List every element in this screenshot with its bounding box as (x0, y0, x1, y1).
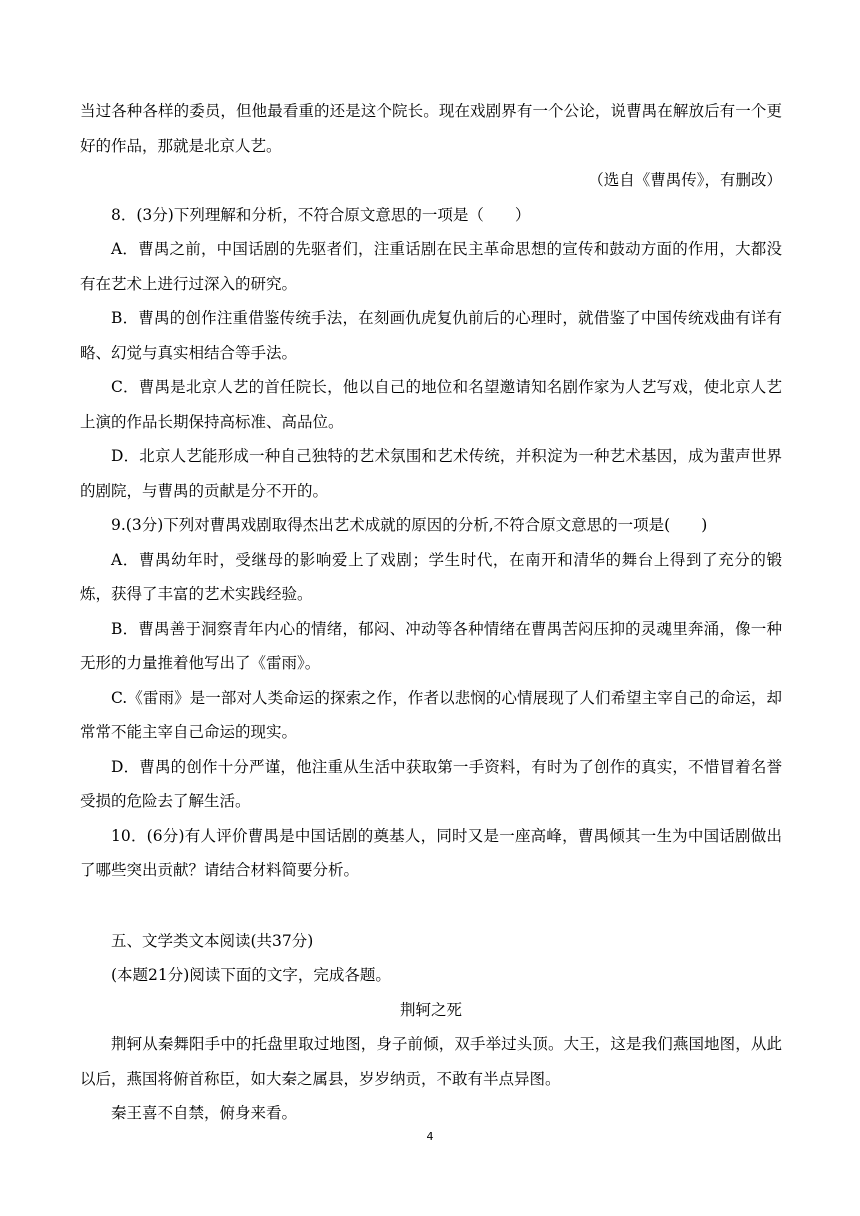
question-8-stem: 8．(3分)下列理解和分析，不符合原文意思的一项是（ ） (111, 205, 531, 224)
passage-paragraph-2: 秦王喜不自禁，俯身来看。 (111, 1104, 298, 1122)
question-9-stem: 9.(3分)下列对曹禺戏剧取得杰出艺术成就的原因的分析,不符合原文意思的一项是( ) (111, 516, 708, 534)
source-citation: （选自《曹禺传》，有删改） (588, 171, 782, 189)
section-gap (80, 888, 782, 924)
passage-paragraph-1: 荆轲从秦舞阳手中的托盘里取过地图，身子前倾，双手举过头顶。大王，这是我们燕国地图，从此以后，燕国将俯首称臣，如大秦之属县，岁岁纳贡，不敢有半点异图。 (80, 1035, 782, 1088)
question-8-option-c: C．曹禺是北京人艺的首任院长，他以自己的地位和名望邀请知名剧作家为人艺写戏，使北京人艺上演的作品长期保持高标准、高品位。 (80, 378, 782, 431)
document-page (80, 94, 782, 1131)
question-9-option-a: A．曹禺幼年时，受继母的影响爱上了戏剧；学生时代，在南开和清华的舞台上得到了充分的锻炼，获得了丰富的艺术实践经验。 (80, 550, 782, 603)
intro-paragraph: 当过各种各样的委员，但他最看重的还是这个院长。现在戏剧界有一个公论，说曹禺在解放后有一个更好的作品，那就是北京人艺。 (80, 102, 782, 155)
section-5-instruction: (本题21分)阅读下面的文字，完成各题。 (111, 966, 391, 984)
question-9-option-b: B．曹禺善于洞察青年内心的情绪，郁闷、冲动等各种情绪在曹禺苦闷压抑的灵魂里奔涌，像一种无形的力量推着他写出了《雷雨》。 (80, 619, 782, 672)
question-8-option-a: A．曹禺之前，中国话剧的先驱者们，注重话剧在民主革命思想的宣传和鼓动方面的作用，大都没有在艺术上进行过深入的研究。 (80, 240, 782, 293)
question-9-option-c: C.《雷雨》是一部对人类命运的探索之作，作者以悲悯的心情展现了人们希望主宰自己的命运，却常常不能主宰自己命运的现实。 (80, 688, 782, 741)
question-8-option-d: D．北京人艺能形成一种自己独特的艺术氛围和艺术传统，并积淀为一种艺术基因，成为蜚声世界的剧院，与曹禺的贡献是分不开的。 (80, 447, 782, 500)
passage-title: 荆轲之死 (399, 1000, 462, 1019)
question-8-option-b: B．曹禺的创作注重借鉴传统手法，在刻画仇虎复仇前后的心理时，就借鉴了中国传统戏曲有详有略、幻觉与真实相结合等手法。 (80, 309, 782, 362)
question-10: 10．(6分)有人评价曹禺是中国话剧的奠基人，同时又是一座高峰，曹禺倾其一生为中国话剧做出了哪些突出贡献？请结合材料简要分析。 (80, 826, 782, 879)
question-9-option-d: D．曹禺的创作十分严谨，他注重从生活中获取第一手资料，有时为了创作的真实，不惜冒着名誉受损的危险去了解生活。 (80, 757, 782, 810)
page-number: 4 (426, 1130, 434, 1143)
section-5-heading: 五、文学类文本阅读(共37分) (111, 931, 314, 950)
